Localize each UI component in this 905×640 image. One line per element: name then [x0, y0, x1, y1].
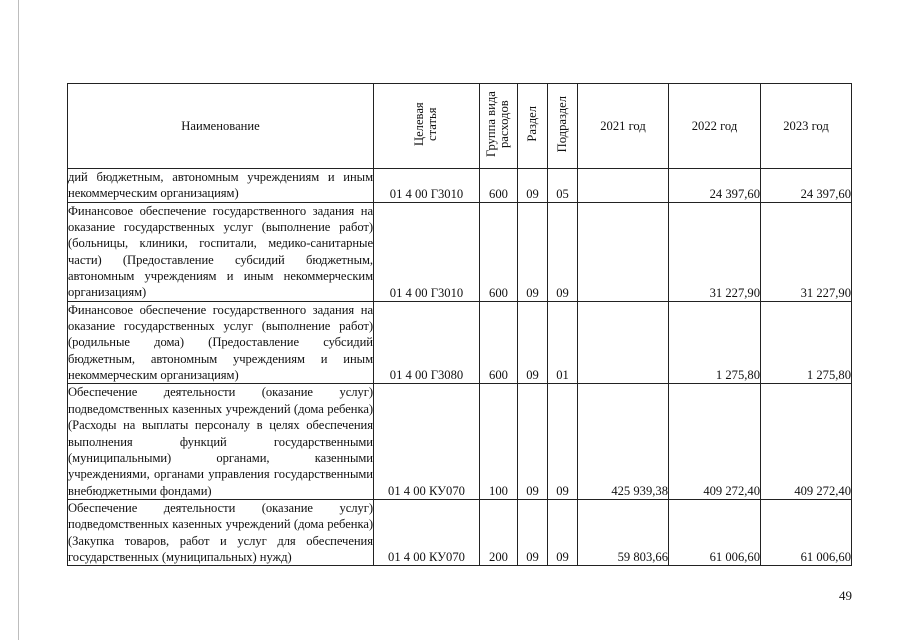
row-expense-group: 600: [480, 301, 518, 384]
row-target-article: 01 4 00 Г3080: [374, 301, 480, 384]
row-expense-group: 600: [480, 169, 518, 203]
row-amount-2023: 24 397,60: [761, 169, 852, 203]
row-amount-2023: 409 272,40: [761, 384, 852, 499]
row-amount-2023: 61 006,60: [761, 499, 852, 565]
header-target-article: Целевая статья: [374, 84, 480, 169]
table-row: [68, 301, 852, 384]
table-row: [68, 169, 852, 203]
row-section: 09: [518, 169, 548, 203]
row-expense-group: 100: [480, 384, 518, 499]
row-subsection: 09: [548, 499, 578, 565]
row-subsection: 09: [548, 384, 578, 499]
row-section: 09: [518, 301, 548, 384]
table-header-row: [68, 84, 852, 169]
row-name: Финансовое обеспечение государственного задания на оказание государственных услуг (выполнение работ) (больницы, клиники, госпитали, медико-санитарные части) (Предоставление субсидий бюджетным, автономным учреждениям и иным некоммерческим организациям): [68, 203, 373, 300]
row-amount-2022: 1 275,80: [669, 301, 761, 384]
page-left-edge-line: [18, 0, 19, 640]
row-amount-2022: 24 397,60: [669, 169, 761, 203]
row-target-article: 01 4 00 КУ070: [374, 499, 480, 565]
row-expense-group: 600: [480, 202, 518, 301]
row-expense-group: 200: [480, 499, 518, 565]
header-subsection: Подраздел: [548, 84, 578, 169]
row-target-article: 01 4 00 КУ070: [374, 384, 480, 499]
header-2022: 2022 год: [669, 84, 761, 169]
row-name: Финансовое обеспечение государственного задания на оказание государственных услуг (выполнение работ) (родильные дома) (Предоставление субсидий бюджетным, автономным учреждениям и иным некоммерческим организациям): [68, 302, 373, 383]
table-row: [68, 499, 852, 565]
row-amount-2023: 1 275,80: [761, 301, 852, 384]
table-row: [68, 202, 852, 301]
row-name: дий бюджетным, автономным учреждениям и иным некоммерческим организациям): [68, 170, 373, 201]
row-subsection: 09: [548, 202, 578, 301]
table-row: [68, 384, 852, 499]
header-name: Наименование: [68, 84, 374, 169]
row-amount-2021: 425 939,38: [578, 384, 669, 499]
row-subsection: 01: [548, 301, 578, 384]
row-amount-2023: 31 227,90: [761, 202, 852, 301]
budget-table: [67, 83, 852, 566]
row-section: 09: [518, 384, 548, 499]
row-amount-2021: [578, 301, 669, 384]
row-subsection: 05: [548, 169, 578, 203]
row-amount-2021: [578, 169, 669, 203]
row-amount-2022: 409 272,40: [669, 384, 761, 499]
row-amount-2021: 59 803,66: [578, 499, 669, 565]
row-target-article: 01 4 00 Г3010: [374, 169, 480, 203]
header-2021: 2021 год: [578, 84, 669, 169]
header-2023: 2023 год: [761, 84, 852, 169]
row-amount-2021: [578, 202, 669, 301]
page-number: 49: [839, 588, 852, 603]
row-target-article: 01 4 00 Г3010: [374, 202, 480, 301]
row-section: 09: [518, 202, 548, 301]
row-name: Обеспечение деятельности (оказание услуг) подведомственных казенных учреждений (дома ребенка) (Расходы на выплаты персоналу в целях обеспечения выполнения функций государственными (муниципальными) органами, казенными учреждениями, органами управления государственными внебюджетными фондами): [68, 385, 373, 498]
row-section: 09: [518, 499, 548, 565]
header-section: Раздел: [518, 84, 548, 169]
header-expense-group: Группа вида расходов: [480, 84, 518, 169]
row-amount-2022: 61 006,60: [669, 499, 761, 565]
row-amount-2022: 31 227,90: [669, 202, 761, 301]
row-name: Обеспечение деятельности (оказание услуг) подведомственных казенных учреждений (дома ребенка) (Закупка товаров, работ и услуг для обеспечения государственных (муниципальных) нужд): [68, 500, 373, 564]
